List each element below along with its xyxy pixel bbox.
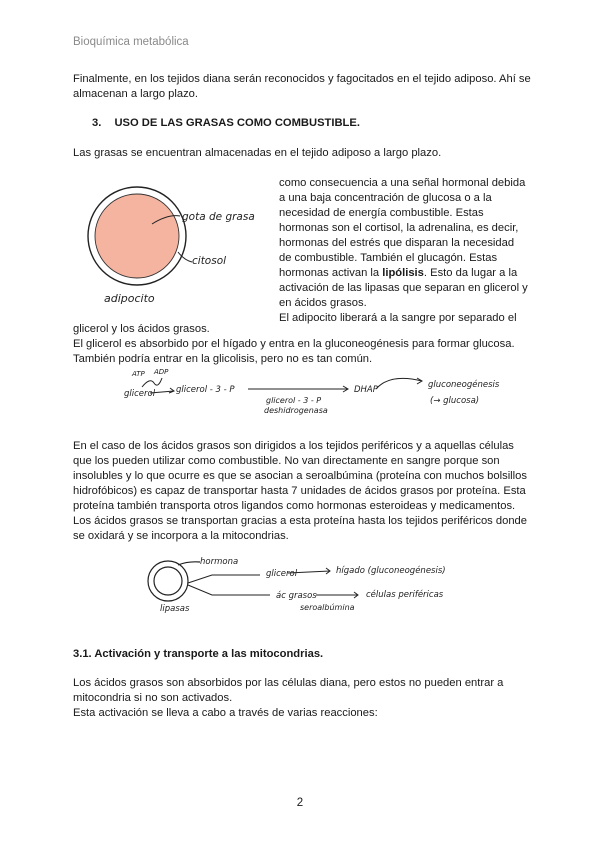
text-line: glicerol y los ácidos grasos. <box>73 323 210 335</box>
label-adipocito: adipocito <box>104 292 155 305</box>
intro-line: Finalmente, en los tejidos diana serán reconocidos y fagocitados en el tejido adiposo. Ahí se <box>73 73 531 85</box>
section-title: USO DE LAS GRASAS COMO COMBUSTIBLE. <box>114 117 360 129</box>
text-line: Los ácidos grasos son absorbidos por las células diana, pero estos no pueden entrar a <box>73 677 504 689</box>
arrowhead <box>417 378 422 384</box>
intro-line: almacenan a largo plazo. <box>73 88 199 100</box>
text-line: proteína también transporta otros ligandos como hormonas esteroideas y medicamentos. <box>73 500 516 512</box>
label-seroalbumina: seroalbúmina <box>300 603 355 612</box>
label-citosol: citosol <box>192 255 227 267</box>
arrow-to-glicerol <box>188 575 260 583</box>
text-line: a una baja concentración de glucosa o a la <box>279 192 492 204</box>
text-line: en ácidos grasos. <box>279 297 367 309</box>
node-celulas: células periféricas <box>366 590 444 600</box>
enzyme-name-2: deshidrogenasa <box>264 406 328 415</box>
atp-adp-curve <box>142 378 162 387</box>
text-span: . Esto da lugar a la <box>423 267 518 279</box>
text-span: hormonas activan la <box>279 267 383 279</box>
cofactor-adp: ADP <box>154 368 169 376</box>
node-g3p: glicerol - 3 - P <box>176 385 235 395</box>
adipocyte-inner <box>154 567 182 595</box>
label-lipasas: lipasas <box>160 604 190 614</box>
text-line: de combustible. También el glucagón. Estas <box>279 252 498 264</box>
node-dhap: DHAP <box>354 385 378 395</box>
section-heading-3-1: 3.1. Activación y transporte a las mitocondrias. <box>73 648 324 660</box>
cofactor-atp: ATP <box>132 370 145 378</box>
intro-paragraph <box>73 72 531 102</box>
text-line: hormonas son el cortisol, la adrenalina, es decir, <box>279 222 519 234</box>
text-line: Esta activación se lleva a cabo a través de varias reacciones: <box>73 707 378 719</box>
grasas-paragraph: Las grasas se encuentran almacenadas en el tejido adiposo a largo plazo. <box>73 147 442 159</box>
text-line: Los ácidos grasos se transportan gracias a esta proteína hasta los tejidos periféricos donde <box>73 515 527 527</box>
section-number: 3. <box>92 117 102 129</box>
text-line: hormonas del estrés que disparan la necesidad <box>279 237 515 249</box>
page-number: 2 <box>296 797 304 809</box>
node-higado: hígado (gluconeogénesis) <box>336 566 446 576</box>
text-line: hidrofóbicos) es capaz de transportar hasta 7 unidades de ácidos grasos por proteína. Esta <box>73 485 526 497</box>
node-glicerol: glicerol <box>124 389 156 399</box>
text-line: activación de las lipasas que separan en glicerol y <box>279 282 528 294</box>
running-header: Bioquímica metabólica <box>73 36 189 48</box>
label-gota: gota de grasa <box>182 211 255 223</box>
lipolisis-term: lipólisis <box>382 267 424 279</box>
section-heading-3 <box>92 117 360 129</box>
glycerol-pathway-diagram <box>120 365 540 425</box>
node-glicerol: glicerol <box>266 569 298 579</box>
activacion-paragraph <box>73 676 503 721</box>
node-gluconeogenesis: gluconeogénesis <box>428 380 500 390</box>
adipocyte-diagram <box>80 180 280 310</box>
text-line: que los pueden utilizar como combustible. No van directamente en sangre porque son <box>73 455 500 467</box>
hormone-paragraph <box>279 176 528 326</box>
text-line: como consecuencia a una señal hormonal debida <box>279 177 526 189</box>
hormone-pointer <box>178 562 200 565</box>
fat-droplet <box>95 194 179 278</box>
arrow-to-ac-grasos <box>188 585 270 595</box>
text-line: En el caso de los ácidos grasos son dirigidos a los tejidos periféricos y a aquellas células <box>73 440 514 452</box>
arrowhead <box>169 388 174 393</box>
glicerol-paragraph <box>73 322 515 367</box>
text-line: El adipocito liberará a la sangre por separado el <box>279 312 517 324</box>
text-line: necesidad de energía combustible. Estas <box>279 207 484 219</box>
text-line: insolubles y lo que ocurre es que se asocian a seroalbúmina (proteína con muchos bolsillos <box>73 470 527 482</box>
text-line: mitocondria si no son activados. <box>73 692 233 704</box>
label-hormona: hormona <box>200 557 239 567</box>
node-glucosa: (→ glucosa) <box>430 396 480 406</box>
enzyme-name-1: glicerol - 3 - P <box>266 396 322 405</box>
arrow-dhap-gluconeo <box>376 378 422 389</box>
text-line: También podría entrar en la glicolisis, pero no es tan común. <box>73 353 373 365</box>
text-line <box>279 266 528 281</box>
acidos-grasos-paragraph <box>73 439 527 544</box>
lipolysis-pathway-diagram <box>140 553 470 623</box>
text-line: El glicerol es absorbido por el hígado y entra en la gluconeogénesis para formar glucosa. <box>73 338 515 350</box>
text-line: se oxidará y se incorpora a la mitocondrias. <box>73 530 289 542</box>
node-ac-grasos: ác grasos <box>276 591 317 601</box>
